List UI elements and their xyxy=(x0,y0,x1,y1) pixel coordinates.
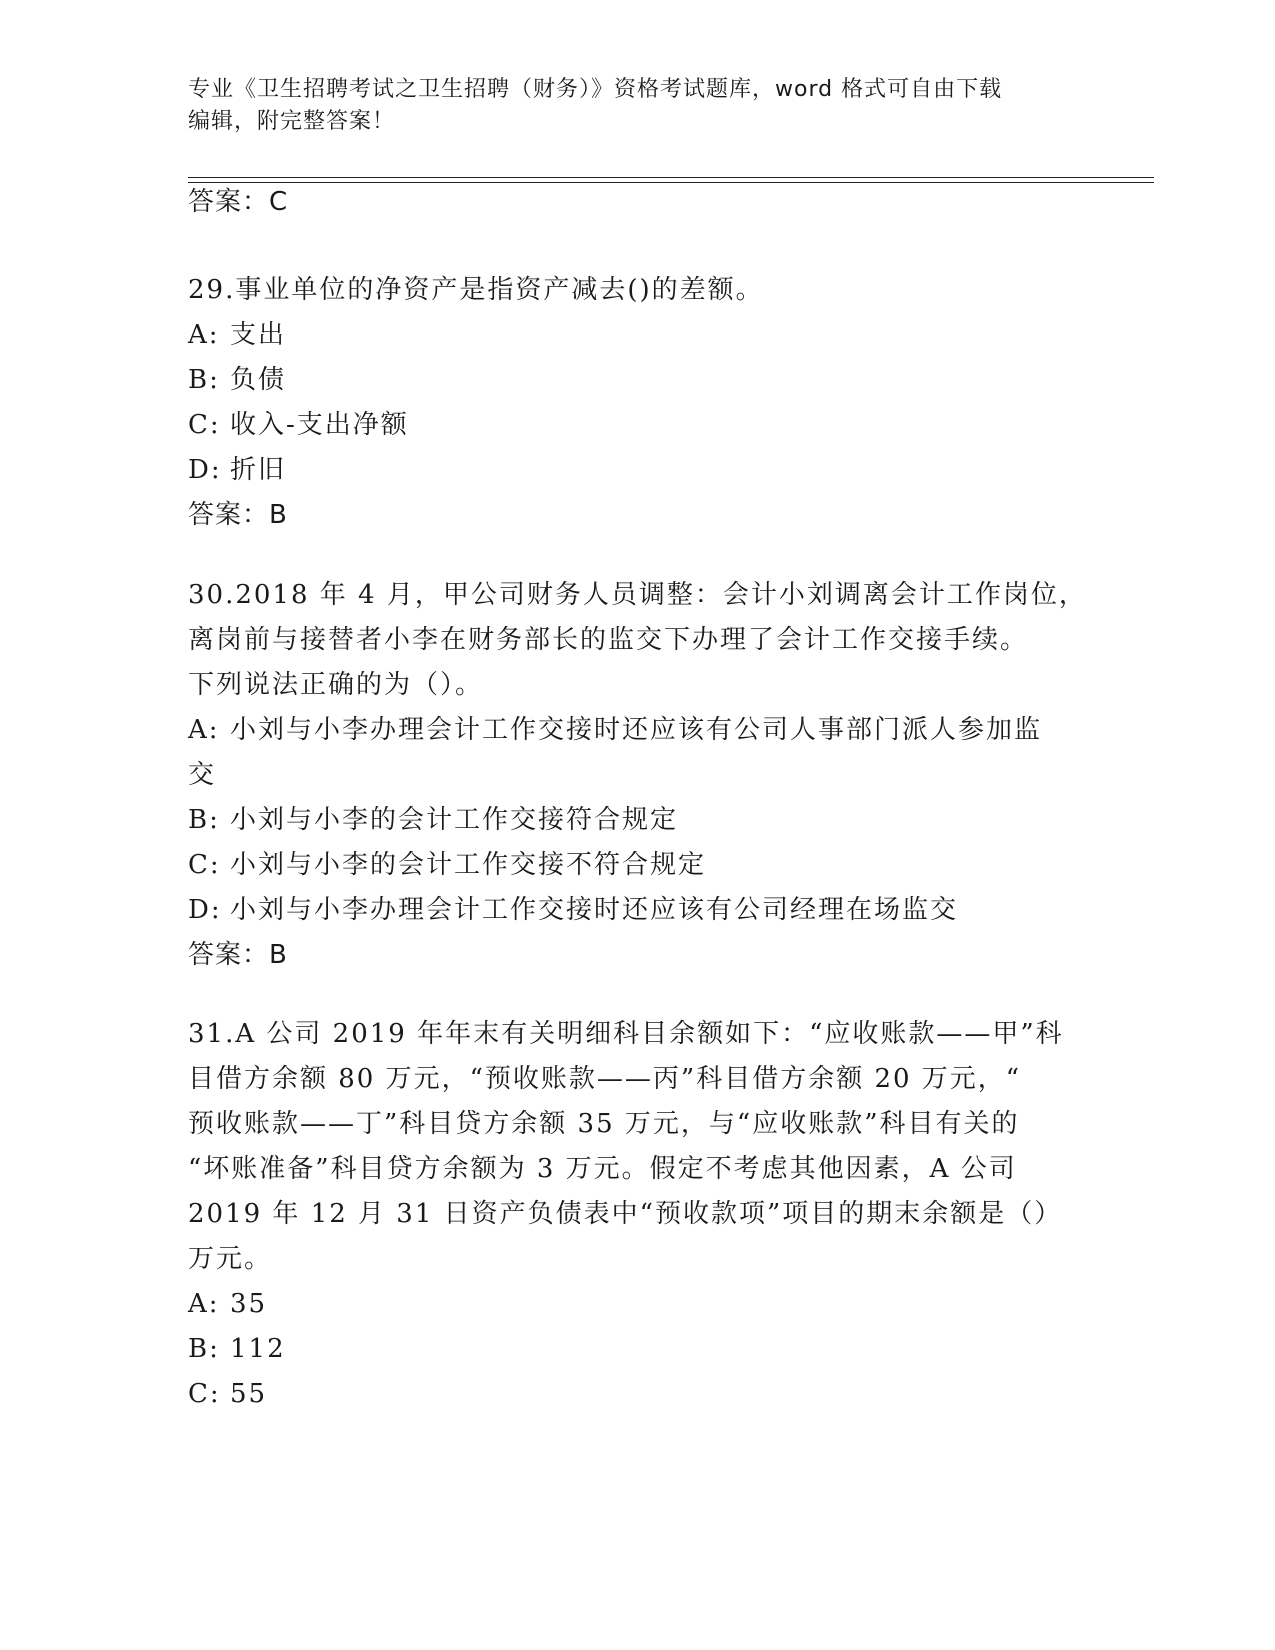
option-a xyxy=(188,708,1088,753)
option-text: 35 xyxy=(230,1289,268,1319)
option-text: 小刘与小李办理会计工作交接时还应该有公司人事部门派人参加监 xyxy=(230,715,1043,745)
option-key: A: xyxy=(188,320,220,350)
option-c xyxy=(188,1372,1088,1417)
question-text: 2019 年 12 月 31 日资产负债表中“预收款项”项目的期末余额是（） xyxy=(188,1199,1063,1229)
header-line-1: 专业《卫生招聘考试之卫生招聘（财务）》资格考试题库，word 格式可自由下载 xyxy=(188,77,1003,102)
question-text: 29.事业单位的净资产是指资产减去()的差额。 xyxy=(188,275,764,305)
answer-text: 答案：B xyxy=(188,500,288,530)
option-text: 折旧 xyxy=(230,455,287,485)
question-text: 预收账款——丁”科目贷方余额 35 万元，与“应收账款”科目有关的 xyxy=(188,1109,1020,1139)
option-a xyxy=(188,313,1088,358)
option-d xyxy=(188,888,1088,933)
option-key: D: xyxy=(188,895,222,925)
option-b xyxy=(188,358,1088,403)
question-text: 万元。 xyxy=(188,1244,273,1274)
previous-answer-block xyxy=(188,180,1088,225)
header-divider-top xyxy=(188,177,1154,178)
option-key: A: xyxy=(188,1289,220,1319)
option-text: 负债 xyxy=(230,365,287,395)
question-text: “坏账准备”科目贷方余额为 3 万元。假定不考虑其他因素，A 公司 xyxy=(188,1154,1017,1184)
option-key: A: xyxy=(188,715,220,745)
option-key: B: xyxy=(188,805,220,835)
option-text: 支出 xyxy=(230,320,287,350)
question-text: 30.2018 年 4 月，甲公司财务人员调整：会计小刘调离会计工作岗位， xyxy=(188,580,1087,610)
answer-text: 答案：C xyxy=(188,187,289,217)
option-key: C: xyxy=(188,850,221,880)
question-text: 离岗前与接替者小李在财务部长的监交下办理了会计工作交接手续。 xyxy=(188,625,1029,655)
option-key: C: xyxy=(188,1379,221,1409)
option-key: B: xyxy=(188,365,220,395)
option-c xyxy=(188,403,1088,448)
option-text: 收入-支出净额 xyxy=(230,410,409,440)
document-header xyxy=(188,74,1068,138)
header-line-2: 编辑，附完整答案！ xyxy=(188,109,396,134)
option-text: 小刘与小李的会计工作交接符合规定 xyxy=(230,805,679,835)
option-b xyxy=(188,1327,1088,1372)
option-a xyxy=(188,1282,1088,1327)
option-b xyxy=(188,798,1088,843)
option-c xyxy=(188,843,1088,888)
answer-text: 答案：B xyxy=(188,940,288,970)
option-text: 小刘与小李办理会计工作交接时还应该有公司经理在场监交 xyxy=(230,895,959,925)
option-text: 55 xyxy=(230,1379,268,1409)
option-key: C: xyxy=(188,410,221,440)
option-text: 112 xyxy=(230,1334,286,1364)
option-text: 小刘与小李的会计工作交接不符合规定 xyxy=(230,850,707,880)
option-d xyxy=(188,448,1088,493)
question-text: 31.A 公司 2019 年年末有关明细科目余额如下：“应收账款——甲”科 xyxy=(188,1019,1064,1049)
option-key: D: xyxy=(188,455,222,485)
question-31 xyxy=(188,1012,1088,1417)
question-text: 目借方余额 80 万元，“预收账款——丙”科目借方余额 20 万元，“ xyxy=(188,1064,1022,1094)
question-text: 下列说法正确的为（）。 xyxy=(188,670,484,700)
question-29 xyxy=(188,268,1088,538)
question-30 xyxy=(188,573,1088,978)
option-key: B: xyxy=(188,1334,220,1364)
option-a-continued: 交 xyxy=(188,760,217,790)
